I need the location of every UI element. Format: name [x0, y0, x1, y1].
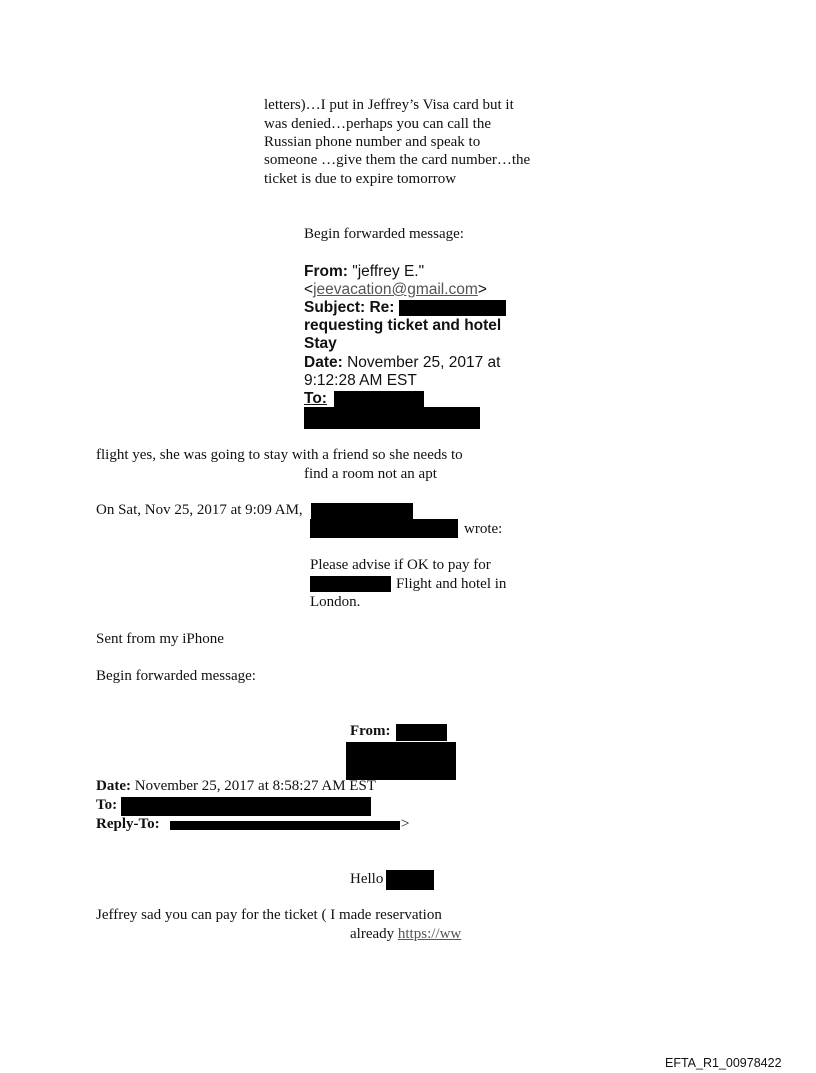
- signature: Sent from my iPhone: [96, 631, 224, 647]
- from-name: "jeffrey E.": [352, 263, 425, 280]
- replyto-tail: >: [401, 816, 410, 832]
- subject-line-2: requesting ticket and hotel: [304, 317, 502, 334]
- paragraph-line: letters)…I put in Jeffrey’s Visa card but it: [264, 97, 514, 113]
- reply-line: find a room not an apt: [304, 466, 437, 482]
- redaction-box: [170, 821, 400, 830]
- forward-intro-2: Begin forwarded message:: [96, 668, 256, 684]
- date-value: November 25, 2017 at: [347, 354, 501, 371]
- quoted-line: Please advise if OK to pay for: [310, 557, 491, 573]
- body-line-2: [350, 926, 461, 943]
- subject-line: [304, 299, 394, 317]
- paragraph-line: Russian phone number and speak to: [264, 134, 481, 150]
- from-label: From:: [304, 263, 348, 280]
- subject-line-3: Stay: [304, 335, 337, 352]
- to-label-2: To:: [96, 797, 118, 813]
- redaction-box: [304, 407, 480, 429]
- from-label-2: From:: [350, 723, 391, 739]
- quoted-line: Flight and hotel in: [396, 576, 507, 592]
- email-bracket-close: >: [477, 281, 487, 298]
- greeting: Hello: [350, 871, 384, 887]
- date-line-2: [96, 778, 376, 795]
- body-line: Jeffrey sad you can pay for the ticket ( I made reservation: [96, 907, 442, 923]
- to-label: To:: [304, 390, 327, 407]
- replyto-label: Reply-To:: [96, 816, 160, 832]
- paragraph-line: ticket is due to expire tomorrow: [264, 171, 457, 187]
- from-email-line: [304, 281, 487, 299]
- quoted-line: London.: [310, 594, 361, 610]
- date-label-2: Date:: [96, 778, 131, 794]
- email-bracket-open: <: [304, 281, 314, 298]
- subject-label: Subject: Re:: [304, 299, 395, 316]
- body-text: already: [350, 926, 395, 942]
- redaction-box: [396, 724, 447, 741]
- paragraph-line: was denied…perhaps you can call the: [264, 116, 491, 132]
- from-line: [304, 263, 424, 281]
- quote-header: On Sat, Nov 25, 2017 at 9:09 AM,: [96, 502, 303, 518]
- redaction-box: [334, 391, 424, 407]
- reply-line: flight yes, she was going to stay with a friend so she needs to: [96, 447, 463, 463]
- redaction-box: [346, 742, 456, 780]
- redaction-box: [311, 503, 413, 519]
- date-line: [304, 354, 500, 372]
- redaction-box: [399, 300, 506, 316]
- reservation-link[interactable]: https://ww: [397, 926, 462, 942]
- redaction-box: [310, 519, 458, 538]
- redaction-box: [386, 870, 434, 890]
- date-label: Date:: [304, 354, 343, 371]
- document-id: EFTA_R1_00978422: [665, 1056, 782, 1070]
- forward-intro: Begin forwarded message:: [304, 226, 464, 242]
- date-value-2: 9:12:28 AM EST: [304, 372, 417, 389]
- redaction-box: [310, 576, 391, 592]
- redaction-box: [121, 797, 371, 816]
- from-email-link[interactable]: jeevacation@gmail.com: [313, 281, 478, 298]
- quote-wrote: wrote:: [464, 521, 503, 537]
- paragraph-line: someone …give them the card number…the: [264, 152, 531, 168]
- date-value-2: November 25, 2017 at 8:58:27 AM EST: [134, 778, 376, 794]
